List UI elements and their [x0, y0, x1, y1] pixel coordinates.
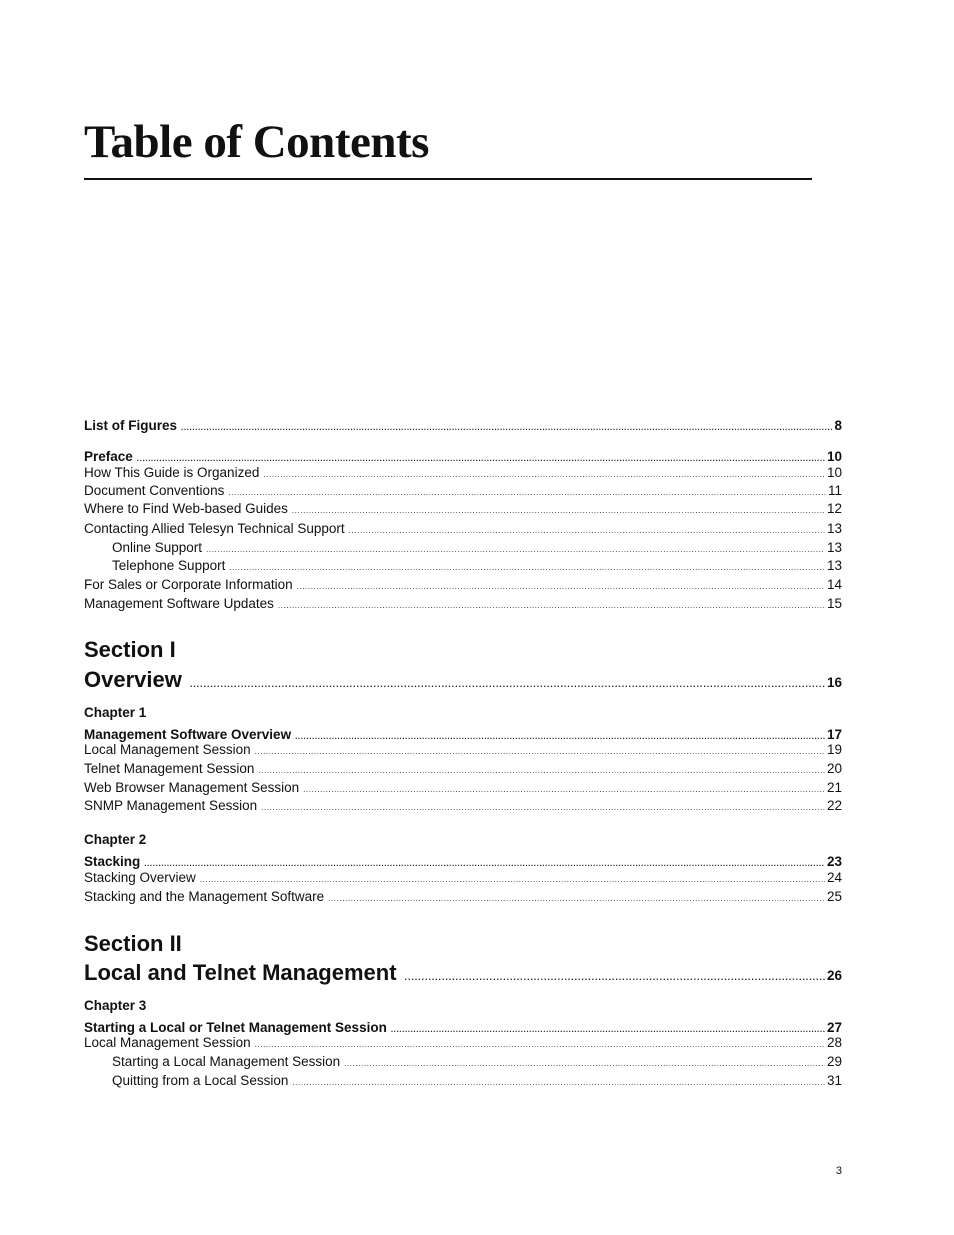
title-rule: [84, 178, 812, 180]
toc-entry-label: Stacking and the Management Software: [84, 889, 325, 904]
toc-entry-page: 22: [826, 798, 842, 813]
toc-entry-label: Local Management Session: [84, 742, 251, 757]
toc-entry-label: Web Browser Management Session: [84, 780, 300, 795]
toc-entry-page: 19: [826, 742, 842, 757]
toc-entry-page: 15: [826, 596, 842, 611]
leader-dots: [278, 597, 825, 615]
page-title: Table of Contents: [84, 116, 429, 168]
toc-entry-label: Local Management Session: [84, 1035, 251, 1050]
toc-entry-management-software-updates[interactable]: [84, 595, 842, 615]
leader-dots: [181, 419, 832, 437]
toc-entry-document-conventions[interactable]: [84, 482, 842, 502]
leader-dots: [328, 890, 825, 908]
toc-entry-page: 27: [826, 1020, 842, 1035]
leader-dots: [190, 669, 825, 699]
toc-entry-page: 23: [826, 854, 842, 869]
toc-entry-page: 21: [826, 780, 842, 795]
toc-entry-page: 28: [826, 1035, 842, 1050]
toc-entry-page: 12: [826, 501, 842, 516]
toc-entry-label: Telnet Management Session: [84, 761, 255, 776]
toc-entry-page: 17: [826, 727, 842, 742]
toc-entry-page: 10: [826, 449, 842, 464]
section-page: 16: [826, 675, 842, 690]
toc-entry-page: 11: [827, 483, 842, 498]
leader-dots: [349, 522, 825, 540]
toc-entry-label: Quitting from a Local Session: [112, 1073, 289, 1088]
toc-entry-local-management-session[interactable]: [84, 741, 842, 761]
section-title-local-and-telnet-management[interactable]: [84, 958, 842, 992]
toc-entry-page: 10: [826, 465, 842, 480]
leader-dots: [258, 762, 825, 780]
toc-entry-quitting-from-local-session[interactable]: [112, 1072, 842, 1092]
toc-entry-online-support[interactable]: [112, 539, 842, 559]
toc-entry-label: Contacting Allied Telesyn Technical Support: [84, 521, 345, 536]
chapter-label: Chapter 1: [84, 705, 147, 720]
toc-entry-label: Online Support: [112, 540, 203, 555]
section-title-overview[interactable]: [84, 665, 842, 699]
chapter-label: Chapter 2: [84, 832, 147, 847]
toc-entry-page: 13: [826, 521, 842, 536]
toc-entry-label: Management Software Overview: [84, 727, 292, 742]
toc-entry-label: SNMP Management Session: [84, 798, 258, 813]
leader-dots: [292, 1074, 825, 1092]
toc-entry-sales-corporate-information[interactable]: [84, 576, 842, 596]
page-number: 3: [835, 1165, 842, 1177]
leader-dots: [297, 578, 825, 596]
toc-entry-label: List of Figures: [84, 418, 178, 433]
section-number: Section I: [84, 637, 176, 662]
toc-entry-label: How This Guide is Organized: [84, 465, 260, 480]
toc-entry-web-browser-management-session[interactable]: [84, 779, 842, 799]
toc-entry-page: 13: [826, 540, 842, 555]
leader-dots: [255, 743, 825, 761]
toc-entry-label: For Sales or Corporate Information: [84, 577, 293, 592]
toc-entry-list-of-figures[interactable]: [84, 417, 842, 437]
toc-entry-page: 8: [834, 418, 842, 433]
leader-dots: [229, 559, 825, 577]
leader-dots: [405, 962, 825, 992]
leader-dots: [344, 1055, 825, 1073]
toc-entry-stacking-and-management-software[interactable]: [84, 888, 842, 908]
toc-entry-stacking-overview[interactable]: [84, 869, 842, 889]
toc-entry-snmp-management-session[interactable]: [84, 797, 842, 817]
toc-entry-page: 31: [826, 1073, 842, 1088]
toc-entry-telephone-support[interactable]: [112, 557, 842, 577]
section-title-label: Local and Telnet Management: [84, 960, 397, 985]
leader-dots: [261, 799, 825, 817]
section-number: Section II: [84, 931, 182, 956]
toc-entry-label: Where to Find Web-based Guides: [84, 501, 288, 516]
toc-entry-page: 14: [826, 577, 842, 592]
toc-entry-page: 24: [826, 870, 842, 885]
toc-entry-label: Starting a Local Management Session: [112, 1054, 341, 1069]
toc-entry-local-management-session-2[interactable]: [84, 1034, 842, 1054]
toc-entry-how-this-guide-is-organized[interactable]: [84, 464, 842, 484]
toc-entry-where-to-find-web-based-guides[interactable]: [84, 500, 842, 520]
toc-entry-label: Starting a Local or Telnet Management Session: [84, 1020, 387, 1035]
toc-entry-label: Telephone Support: [112, 558, 226, 573]
toc-entry-label: Stacking: [84, 854, 141, 869]
toc-entry-contacting-technical-support[interactable]: [84, 520, 842, 540]
toc-entry-label: Stacking Overview: [84, 870, 196, 885]
section-title-label: Overview: [84, 667, 182, 692]
toc-entry-telnet-management-session[interactable]: [84, 760, 842, 780]
leader-dots: [200, 871, 825, 889]
toc-entry-label: Preface: [84, 449, 133, 464]
toc-entry-label: Management Software Updates: [84, 596, 274, 611]
section-page: 26: [826, 968, 842, 983]
toc-entry-label: Document Conventions: [84, 483, 225, 498]
toc-entry-starting-local-management-session[interactable]: [112, 1053, 842, 1073]
toc-entry-page: 20: [826, 761, 842, 776]
leader-dots: [255, 1036, 825, 1054]
toc-entry-page: 25: [826, 889, 842, 904]
chapter-label: Chapter 3: [84, 998, 147, 1013]
toc-entry-page: 29: [826, 1054, 842, 1069]
toc-entry-page: 13: [826, 558, 842, 573]
leader-dots: [292, 502, 825, 520]
